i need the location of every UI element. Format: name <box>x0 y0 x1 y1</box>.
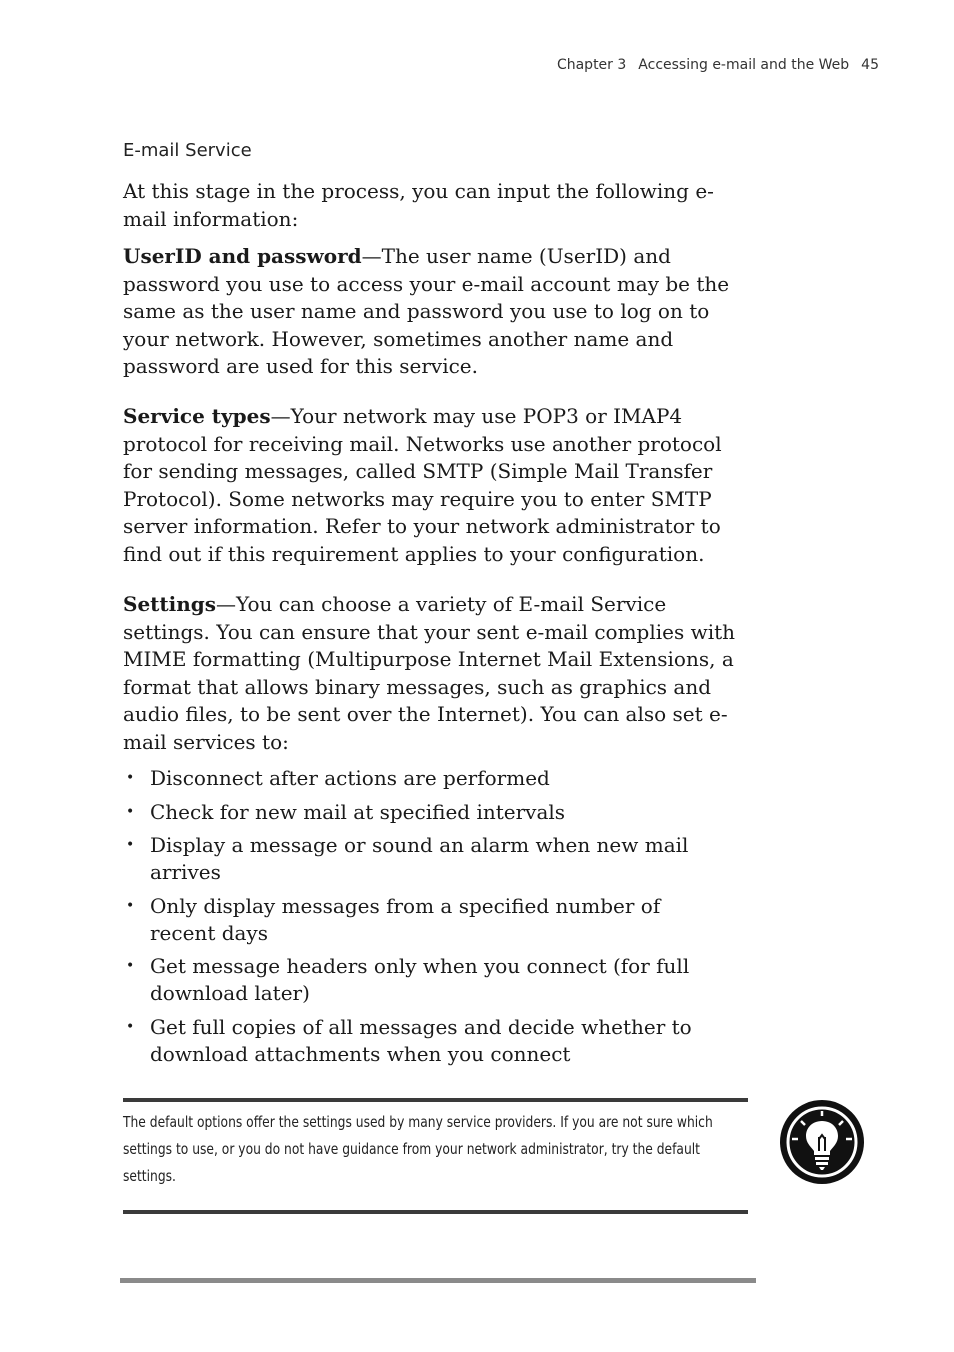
list-item <box>123 1014 713 1068</box>
chapter-title: Accessing e-mail and the Web <box>638 57 850 73</box>
bullet-icon: • <box>126 1018 135 1035</box>
list-item <box>123 765 713 792</box>
userid-term: UserID and password <box>123 244 362 268</box>
tip-top-rule <box>123 1098 748 1102</box>
running-header <box>557 57 879 73</box>
tip-bottom-rule <box>123 1210 748 1214</box>
intro-text: At this stage in the process, you can input the following e-mail information: <box>123 179 714 231</box>
settings-paragraph <box>123 591 748 756</box>
service-types-text: —Your network may use POP3 or IMAP4 protocol for receiving mail. Networks use another protocol for sending messages, called SMTP (Simple Mail Transfer Protocol). Some networks may require you to enter SMTP server information. Refer to your network administrator to find out if this requirement applies to your configuration. <box>123 404 722 566</box>
list-item-text: Get full copies of all messages and decide whether to download attachments when you connect <box>150 1014 692 1066</box>
userid-text: —The user name (UserID) and password you use to access your e-mail account may be the same as the user name and password you use to log on to your network. However, sometimes another name and password are used for this service. <box>123 244 730 378</box>
userid-paragraph <box>123 243 748 381</box>
chapter-label: Chapter 3 <box>556 57 627 73</box>
tip-text: The default options offer the settings used by many service providers. If you are not sure which settings to use, or you do not have guidance from your network administrator, try the default settings. <box>123 1113 713 1185</box>
list-item <box>123 953 713 1007</box>
section-title: E-mail Service <box>123 140 252 161</box>
list-item-text: Only display messages from a specified number of recent days <box>150 893 661 945</box>
list-item-text: Get message headers only when you connect (for full download later) <box>150 954 690 1005</box>
list-item-text: Display a message or sound an alarm when new mail arrives <box>150 833 689 884</box>
list-item-text: Check for new mail at specified intervals <box>150 799 566 824</box>
page-number: 45 <box>861 57 879 73</box>
list-item <box>123 893 713 947</box>
list-item <box>123 832 713 886</box>
settings-term: Settings <box>123 592 217 616</box>
bullet-icon: • <box>126 770 135 786</box>
intro-paragraph <box>123 178 748 233</box>
footer-rule <box>120 1278 756 1283</box>
bullet-icon: • <box>126 803 135 820</box>
settings-text: —You can choose a variety of E-mail Service settings. You can ensure that your sent e-mail complies with MIME formatting (Multipurpose Internet Mail Extensions, a format that allows binary messages, such as graphics and audio files, to be sent over the Internet). You can also set e-mail services to: <box>123 592 736 754</box>
list-item-text: Disconnect after actions are performed <box>150 766 550 790</box>
bullet-icon: • <box>126 897 135 914</box>
service-types-term: Service types <box>123 404 271 428</box>
list-item <box>123 799 713 826</box>
tip-box <box>123 1109 713 1190</box>
lightbulb-icon <box>779 1099 865 1185</box>
settings-bullet-list <box>123 765 713 1074</box>
bullet-icon: • <box>126 958 135 974</box>
service-types-paragraph <box>123 403 748 568</box>
bullet-icon: • <box>126 837 135 853</box>
